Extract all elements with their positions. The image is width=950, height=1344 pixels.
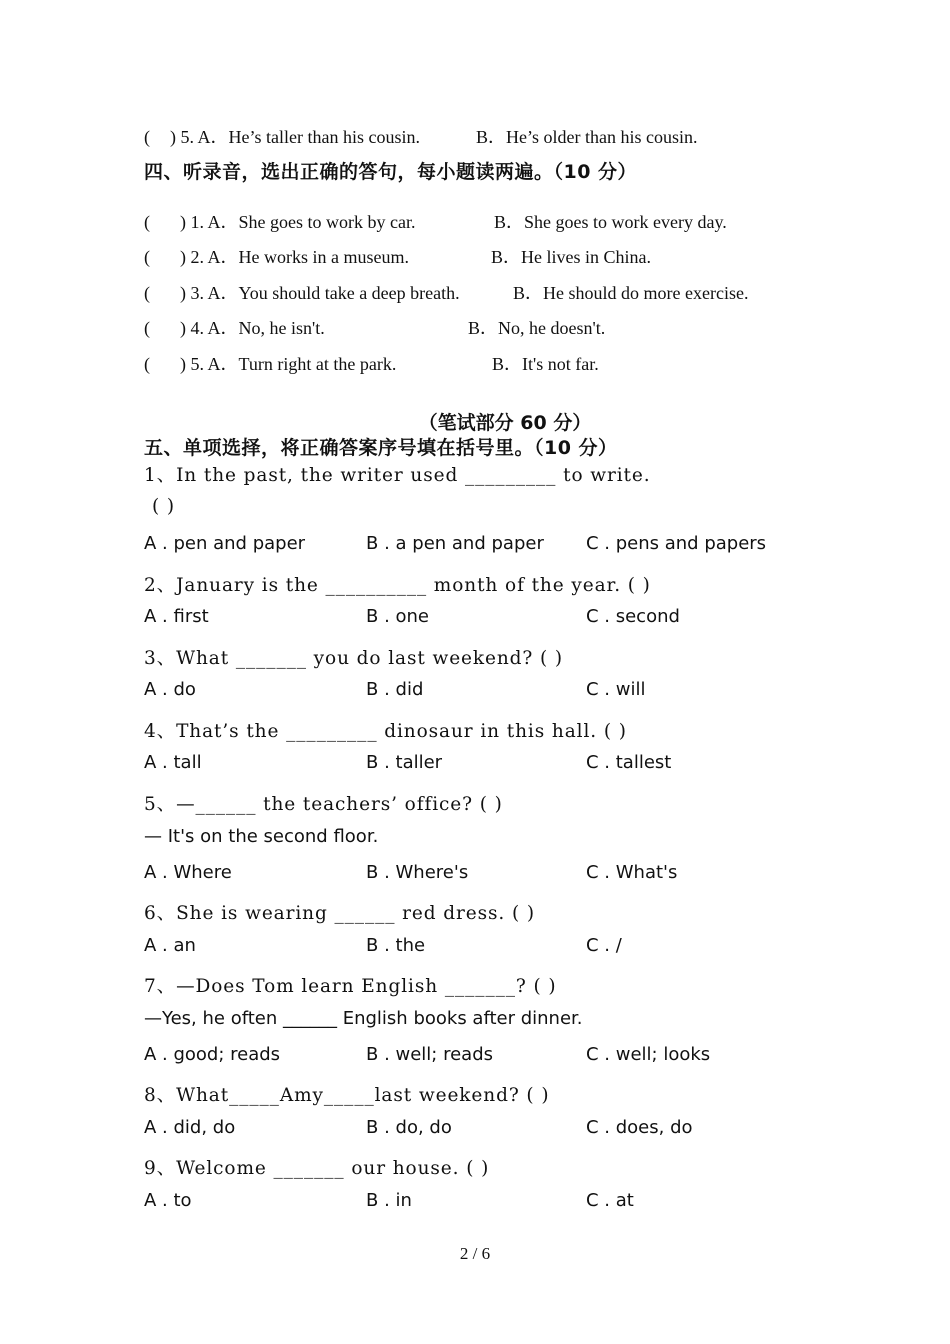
option-a: 5. A．Turn right at the park. <box>190 354 397 374</box>
option-a: A . do <box>144 679 196 700</box>
option-c: C . / <box>586 935 622 956</box>
question-stem: 2、January is the __________ month of the year. ( ) <box>144 575 651 596</box>
question-stem: 5、—______ the teachers’ office? ( ) <box>144 794 503 815</box>
question-stem: 4、That’s the _________ dinosaur in this hall. ( ) <box>144 721 627 742</box>
answer-paren-close: ) <box>170 127 176 147</box>
option-a: 2. A．He works in a museum. <box>190 247 409 267</box>
option-c: C . second <box>586 606 680 627</box>
option-b: B．He lives in China. <box>491 247 651 267</box>
option-a: A . did, do <box>144 1117 236 1138</box>
option-b: B . taller <box>366 752 443 773</box>
page-number: 2 / 6 <box>459 1244 491 1263</box>
question-stem: 6、She is wearing ______ red dress. ( ) <box>144 903 535 924</box>
option-a: A . an <box>144 935 196 956</box>
option-a: A . first <box>144 606 209 627</box>
section-4-title: 四、听录音，选出正确的答句，每小题读两遍。（10 分） <box>144 161 638 183</box>
option-b: B . do, do <box>366 1117 452 1138</box>
listening-item: ( ) 3. A．You should take a deep breath. <box>144 283 460 303</box>
option-a: 5. A．He’s taller than his cousin. <box>180 127 420 147</box>
option-b: B．He should do more exercise. <box>513 283 749 303</box>
option-a: A . to <box>144 1190 192 1211</box>
option-b: B . well; reads <box>366 1044 494 1065</box>
option-b: B . in <box>366 1190 412 1211</box>
section-5-title: 五、单项选择，将正确答案序号填在括号里。（10 分） <box>144 437 618 459</box>
dialogue-reply: — It's on the second floor. <box>144 826 379 847</box>
answer-paren: ( ) <box>152 496 176 517</box>
question-stem: 7、—Does Tom learn English _______? ( ) <box>144 976 557 997</box>
option-c: C . pens and papers <box>586 533 767 554</box>
option-b: B . one <box>366 606 430 627</box>
option-c: C . well; looks <box>586 1044 711 1065</box>
option-a: 4. A．No, he isn't. <box>190 318 325 338</box>
question-stem: 3、What _______ you do last weekend? ( ) <box>144 648 564 669</box>
option-a: 1. A．She goes to work by car. <box>190 212 416 232</box>
listening-item: ( ) 4. A．No, he isn't. <box>144 318 325 338</box>
written-part-title: （笔试部分 60 分） <box>418 412 592 434</box>
option-c: C . will <box>586 679 646 700</box>
question-stem: 1、In the past, the writer used _________ to write. <box>144 465 651 486</box>
option-b: B . the <box>366 935 426 956</box>
answer-paren-open: ( <box>144 127 150 147</box>
option-a: 3. A．You should take a deep breath. <box>190 283 460 303</box>
question-stem: 9、Welcome _______ our house. ( ) <box>144 1158 490 1179</box>
dialogue-reply: —Yes, he often ______ English books after dinner. <box>144 1008 583 1029</box>
option-c: C . does, do <box>586 1117 693 1138</box>
option-a: A . Where <box>144 862 232 883</box>
option-a: A . tall <box>144 752 202 773</box>
prev-question-5-option-b: B．He’s older than his cousin. <box>476 127 698 147</box>
option-c: C . What's <box>586 862 678 883</box>
listening-item: ( ) 5. A．Turn right at the park. <box>144 354 397 374</box>
listening-item: ( ) 2. A．He works in a museum. <box>144 247 409 267</box>
option-b: B．No, he doesn't. <box>468 318 606 338</box>
option-b: B．It's not far. <box>492 354 599 374</box>
option-b: B . Where's <box>366 862 469 883</box>
option-b: B . a pen and paper <box>366 533 544 554</box>
option-a: A . pen and paper <box>144 533 306 554</box>
option-a: A . good; reads <box>144 1044 281 1065</box>
option-b: B . did <box>366 679 424 700</box>
prev-question-5 <box>144 123 420 149</box>
listening-item: ( ) 1. A．She goes to work by car. <box>144 212 416 232</box>
option-c: C . at <box>586 1190 634 1211</box>
option-b: B．She goes to work every day. <box>494 212 727 232</box>
question-stem: 8、What_____Amy_____last weekend? ( ) <box>144 1085 550 1106</box>
option-c: C . tallest <box>586 752 672 773</box>
